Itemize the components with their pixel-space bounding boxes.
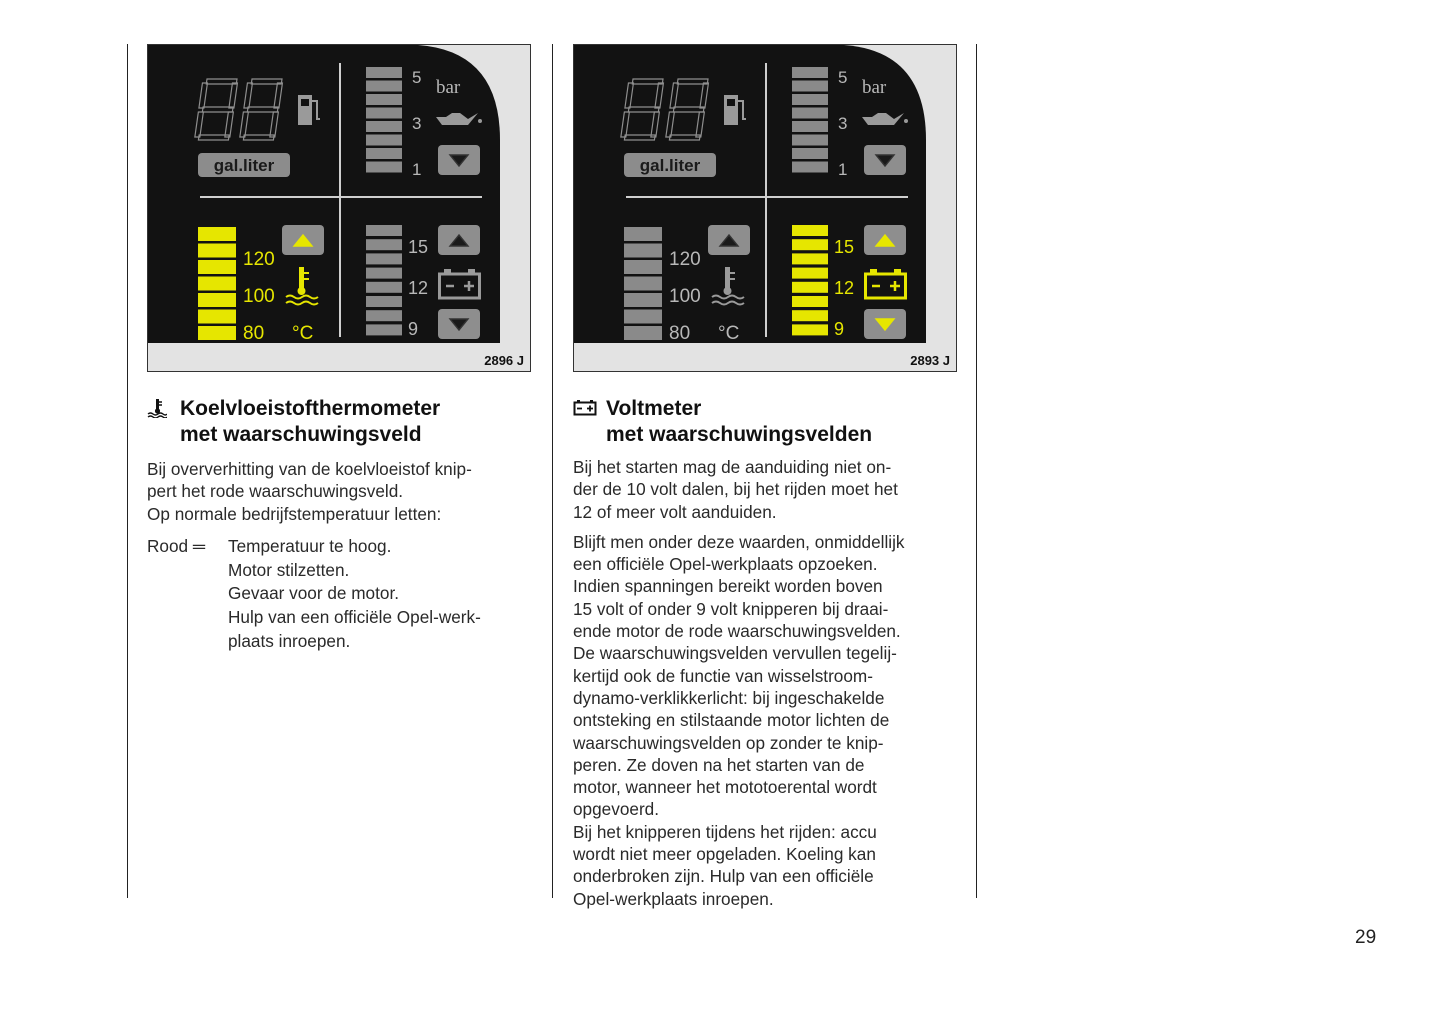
temp-bar-segment bbox=[624, 293, 662, 307]
text-line: De waarschuwingsvelden vervullen tegelij- bbox=[573, 643, 897, 664]
oil-bar-segment bbox=[792, 135, 828, 146]
oil-scale-label: 5 bbox=[838, 68, 848, 87]
temp-unit-label: °C bbox=[718, 323, 740, 344]
temp-bar-segment bbox=[198, 277, 236, 291]
text-line: onderbroken zijn. Hulp van een officiële bbox=[573, 866, 874, 887]
heading-line-2: met waarschuwingsveld bbox=[180, 423, 422, 446]
text-line: dynamo-verklikkerlicht: bij ingeschakelde bbox=[573, 687, 885, 708]
battery-terminal bbox=[894, 269, 901, 274]
volt-bar-segment bbox=[792, 310, 828, 321]
heading-line-2: met waarschuwingsvelden bbox=[606, 423, 873, 446]
lcd-display bbox=[148, 45, 531, 372]
thermo-bulb bbox=[724, 287, 732, 295]
oil-bar-segment bbox=[366, 121, 402, 132]
volt-bar-segment bbox=[366, 253, 402, 264]
text-line: peren. Ze doven na het starten van de bbox=[573, 754, 865, 775]
temp-bar-segment bbox=[198, 260, 236, 274]
volt-bar-segment bbox=[366, 225, 402, 236]
definition-term: Rood ═ bbox=[147, 535, 206, 556]
text-line: Temperatuur te hoog. bbox=[228, 535, 392, 556]
oil-bar-segment bbox=[792, 108, 828, 119]
warning-definition bbox=[147, 535, 537, 654]
oil-bar-segment bbox=[366, 108, 402, 119]
battery-terminal bbox=[444, 269, 451, 274]
oil-bar-segment bbox=[366, 148, 402, 159]
oil-bar-segment bbox=[366, 81, 402, 92]
text-line: der de 10 volt dalen, bij het rijden moet het bbox=[573, 479, 898, 500]
thermo-bulb bbox=[298, 287, 306, 295]
text-line: waarschuwingsvelden op zonder te knip- bbox=[573, 732, 884, 753]
temp-bar-segment bbox=[198, 326, 236, 340]
thermometer-description bbox=[147, 458, 537, 525]
pump-window bbox=[727, 99, 735, 106]
text-line: 15 volt of onder 9 volt knipperen bij draai- bbox=[573, 598, 889, 619]
volt-scale-label: 12 bbox=[408, 278, 429, 298]
right-column bbox=[573, 44, 965, 910]
text-line: 12 of meer volt aanduiden. bbox=[573, 501, 777, 522]
text-line: Indien spanningen bereikt worden boven bbox=[573, 576, 883, 597]
oil-bar-segment bbox=[792, 148, 828, 159]
text-line: Blijft men onder deze waarden, onmiddellijk bbox=[573, 531, 905, 552]
volt-scale-label: 12 bbox=[834, 278, 855, 298]
temp-scale-label: 120 bbox=[243, 249, 275, 270]
oil-scale-label: 1 bbox=[412, 160, 422, 179]
voltmeter-description-2 bbox=[573, 531, 965, 910]
oil-bar-segment bbox=[792, 121, 828, 132]
oil-bar-segment bbox=[366, 135, 402, 146]
page-number: 29 bbox=[1355, 927, 1377, 948]
volt-bar-segment bbox=[792, 296, 828, 307]
volt-bar-segment bbox=[366, 268, 402, 279]
oil-bar-segment bbox=[792, 67, 828, 78]
section-heading-thermometer bbox=[147, 396, 537, 448]
temp-bar-segment bbox=[624, 326, 662, 340]
text-line: Opel-werkplaats inroepen. bbox=[573, 888, 774, 909]
left-column bbox=[147, 44, 537, 653]
text-line: Bij het starten mag de aanduiding niet on- bbox=[573, 457, 892, 477]
oil-bar-segment bbox=[366, 67, 402, 78]
text-line: opgevoerd. bbox=[573, 799, 660, 820]
temp-scale-label: 80 bbox=[669, 323, 691, 344]
temp-bar-segment bbox=[624, 277, 662, 291]
left-margin-rule bbox=[127, 44, 128, 898]
lcd-display bbox=[574, 45, 957, 372]
text-line: pert het rode waarschuwingsveld. bbox=[147, 481, 404, 502]
coolant-thermometer-icon bbox=[147, 398, 167, 425]
battery-icon bbox=[573, 398, 597, 424]
definition-description bbox=[228, 535, 481, 654]
volt-bar-segment bbox=[366, 324, 402, 335]
battery-terminal bbox=[468, 269, 475, 274]
temp-bar-segment bbox=[624, 244, 662, 258]
oil-bar-segment bbox=[366, 162, 402, 173]
text-line: Bij het knipperen tijdens het rijden: accu bbox=[573, 821, 877, 842]
section-heading-voltmeter bbox=[573, 396, 965, 448]
oil-drop bbox=[478, 119, 482, 123]
oil-unit-label: bar bbox=[862, 77, 887, 98]
temp-bar-segment bbox=[198, 310, 236, 324]
text-line: een officiële Opel-werkplaats opzoeken. bbox=[573, 554, 878, 575]
text-line: kertijd ook de functie van wisselstroom- bbox=[573, 665, 873, 686]
instrument-figure-right bbox=[573, 44, 957, 372]
text-line: Hulp van een officiële Opel-werk- bbox=[228, 607, 481, 627]
heading-line-1: Koelvloeistofthermometer bbox=[180, 397, 441, 420]
thermo-stem bbox=[725, 267, 730, 289]
temp-bar-segment bbox=[198, 227, 236, 241]
units-label: gal.liter bbox=[213, 156, 275, 175]
oil-scale-label: 3 bbox=[838, 114, 848, 133]
temp-scale-label: 120 bbox=[669, 249, 701, 270]
temp-scale-label: 80 bbox=[243, 323, 265, 344]
volt-scale-label: 15 bbox=[834, 237, 855, 257]
battery-terminal bbox=[870, 269, 877, 274]
temp-bar-segment bbox=[624, 310, 662, 324]
text-line: ende motor de rode waarschuwingsvelden. bbox=[573, 621, 901, 642]
text-line: Gevaar voor de motor. bbox=[228, 583, 400, 604]
volt-scale-label: 9 bbox=[408, 319, 419, 339]
thermo-stem bbox=[299, 267, 304, 289]
oil-bar-segment bbox=[792, 81, 828, 92]
figure-code: 2896 J bbox=[484, 353, 524, 368]
volt-bar-segment bbox=[366, 239, 402, 250]
temp-bar-segment bbox=[624, 260, 662, 274]
units-label: gal.liter bbox=[639, 156, 701, 175]
temp-bar-segment bbox=[198, 293, 236, 307]
volt-bar-segment bbox=[366, 282, 402, 293]
oil-scale-label: 3 bbox=[412, 114, 422, 133]
center-column-rule bbox=[552, 44, 553, 898]
temp-scale-label: 100 bbox=[243, 286, 275, 307]
right-margin-rule bbox=[976, 44, 977, 898]
text-line: Bij oververhitting van de koelvloeistof knip- bbox=[147, 459, 472, 479]
volt-bar-segment bbox=[792, 253, 828, 264]
temp-bar-segment bbox=[198, 244, 236, 258]
oil-unit-label: bar bbox=[436, 77, 461, 98]
pump-window bbox=[301, 99, 309, 106]
heading-line-1: Voltmeter bbox=[606, 397, 702, 420]
oil-bar-segment bbox=[792, 162, 828, 173]
oil-scale-label: 1 bbox=[838, 160, 848, 179]
volt-bar-segment bbox=[792, 282, 828, 293]
text-line: motor, wanneer het mototoerental wordt bbox=[573, 777, 877, 798]
oil-bar-segment bbox=[366, 94, 402, 105]
text-line: Motor stilzetten. bbox=[228, 559, 350, 580]
instrument-figure-left bbox=[147, 44, 531, 372]
temp-scale-label: 100 bbox=[669, 286, 701, 307]
temp-bar-segment bbox=[624, 227, 662, 241]
volt-bar-segment bbox=[792, 268, 828, 279]
text-line: Op normale bedrijfstemperatuur letten: bbox=[147, 503, 442, 524]
voltmeter-description-1 bbox=[573, 456, 965, 523]
text-line: wordt niet meer opgeladen. Koeling kan bbox=[573, 844, 876, 865]
text-line: plaats inroepen. bbox=[228, 630, 351, 651]
volt-bar-segment bbox=[366, 296, 402, 307]
figure-code: 2893 J bbox=[910, 353, 950, 368]
volt-scale-label: 9 bbox=[834, 319, 845, 339]
volt-bar-segment bbox=[792, 239, 828, 250]
oil-drop bbox=[904, 119, 908, 123]
oil-bar-segment bbox=[792, 94, 828, 105]
text-line: ontsteking en stilstaande motor lichten de bbox=[573, 710, 890, 731]
temp-unit-label: °C bbox=[292, 323, 314, 344]
volt-bar-segment bbox=[792, 324, 828, 335]
volt-bar-segment bbox=[366, 310, 402, 321]
volt-bar-segment bbox=[792, 225, 828, 236]
oil-scale-label: 5 bbox=[412, 68, 422, 87]
volt-scale-label: 15 bbox=[408, 237, 429, 257]
